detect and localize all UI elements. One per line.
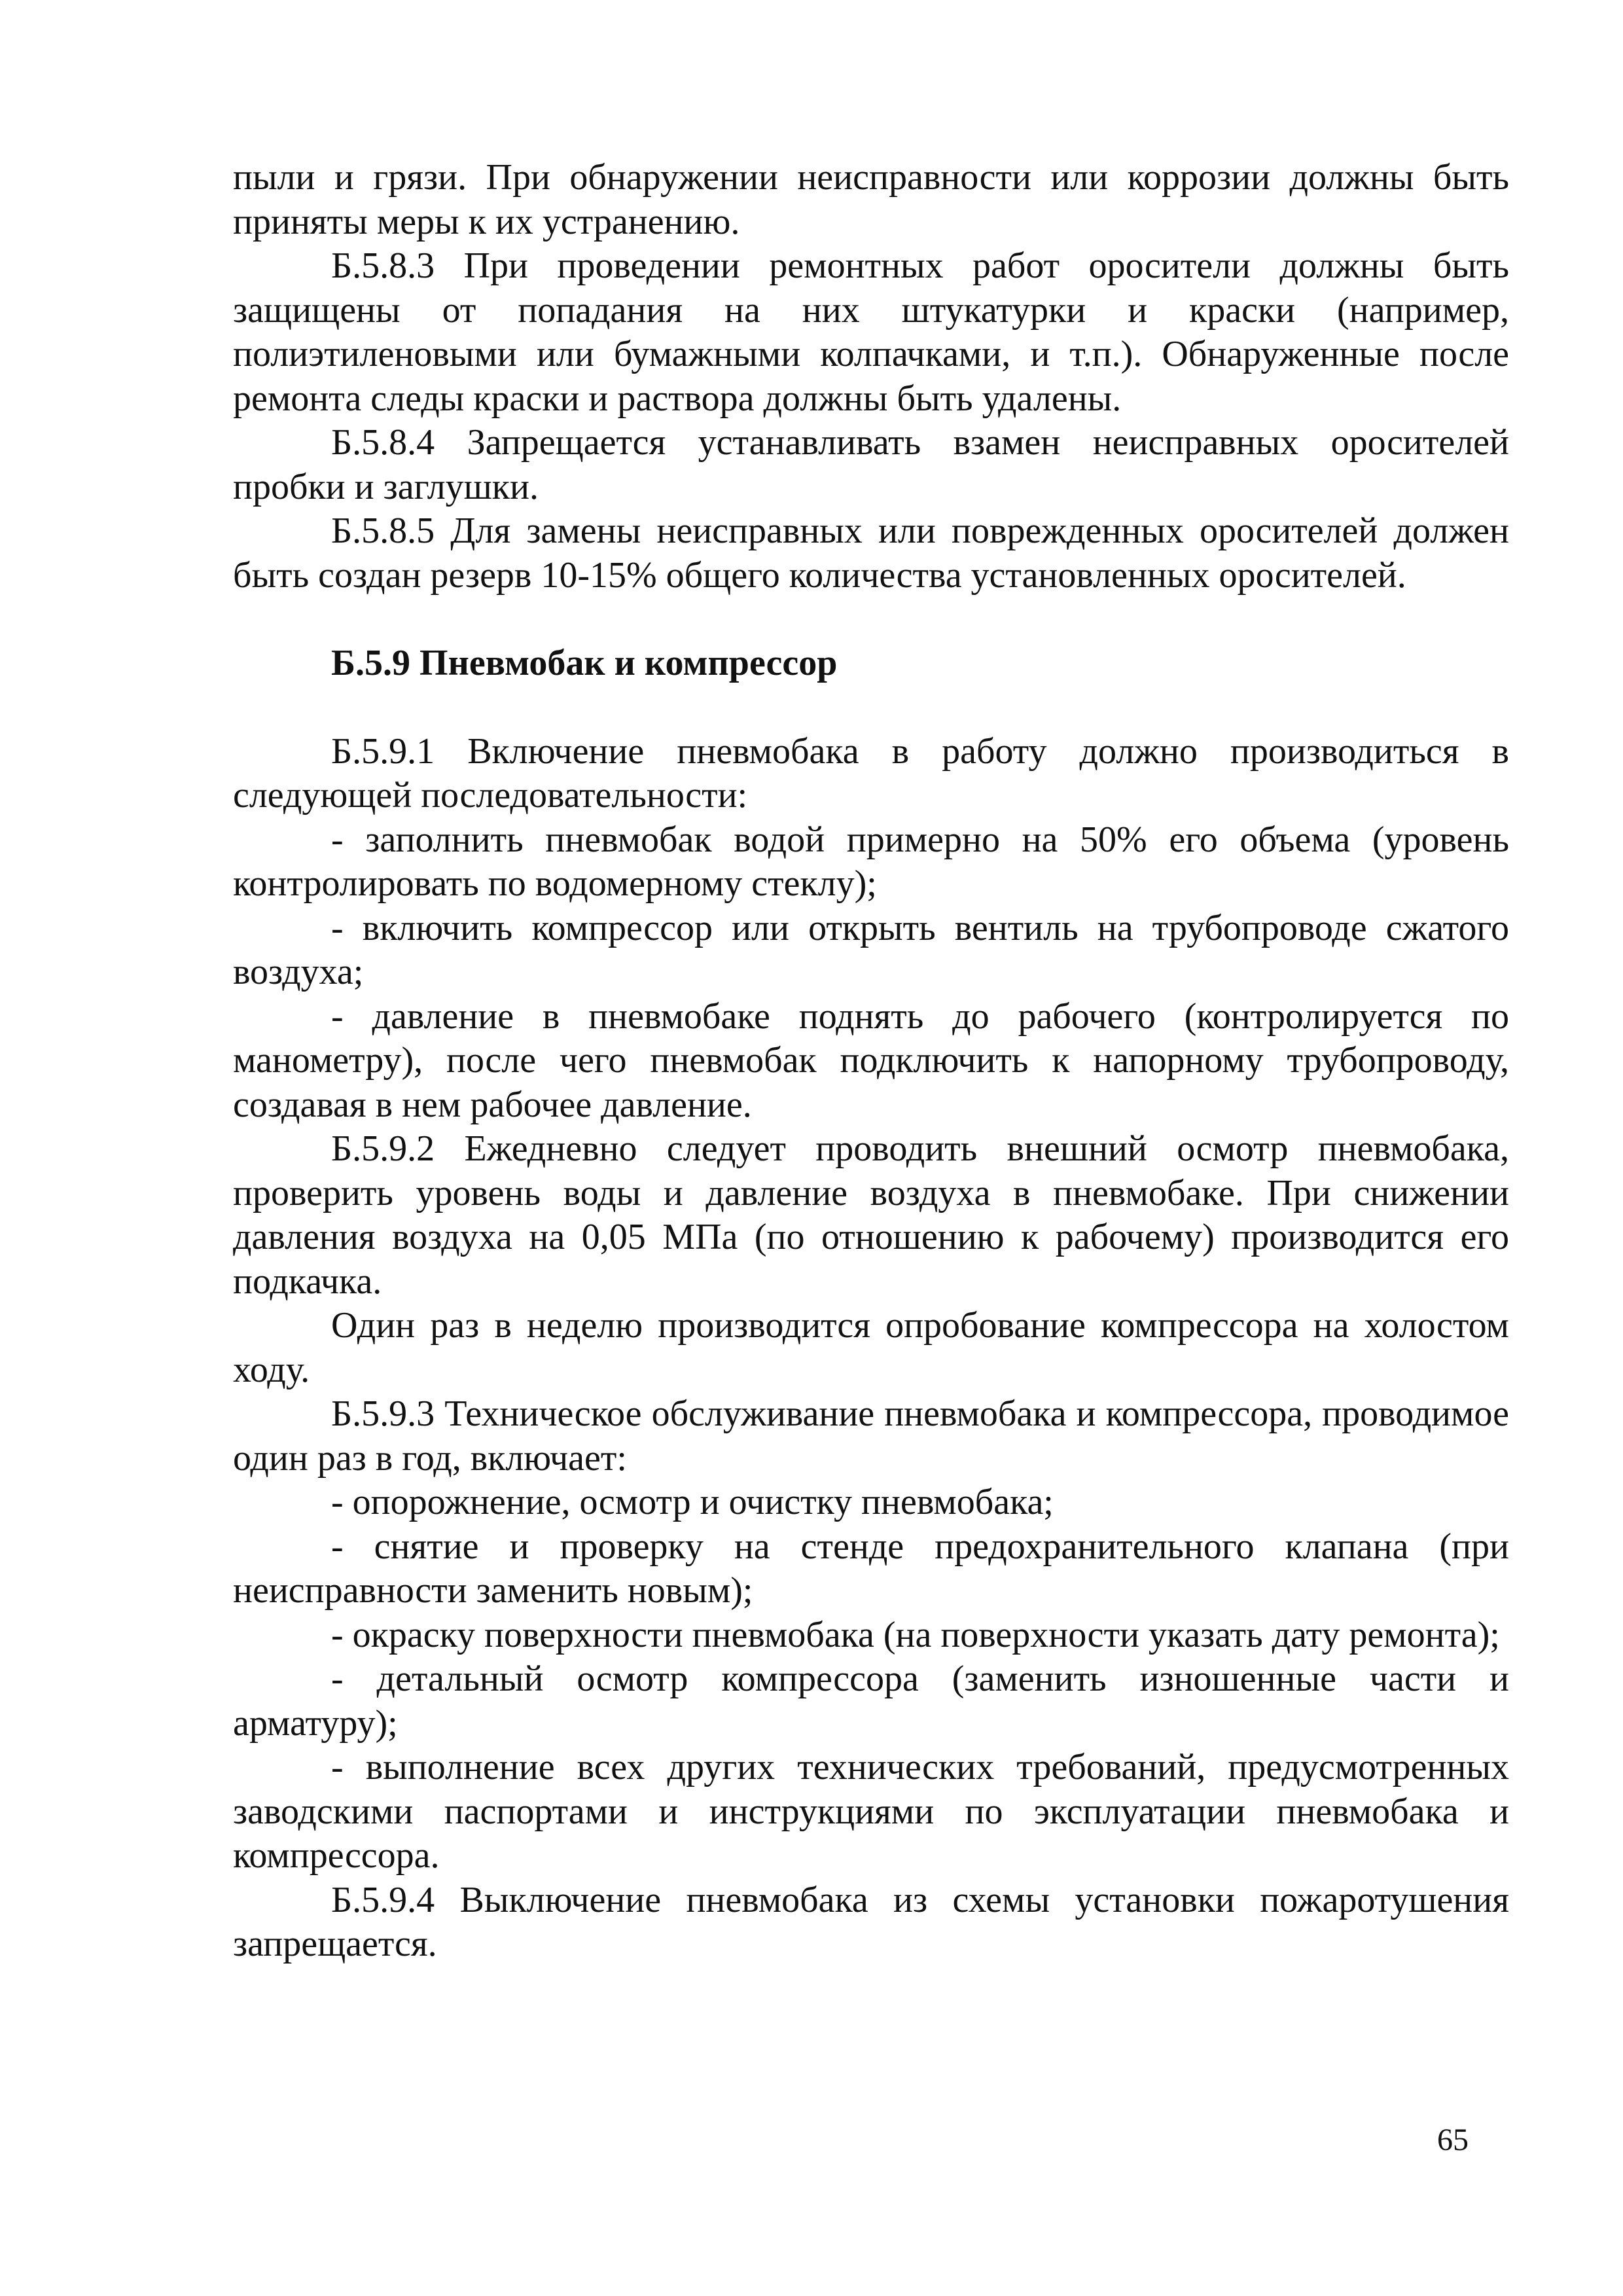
page-number: 65 [1437,2123,1469,2157]
paragraph-b-5-8-5: Б.5.8.5 Для замены неисправных или поврежденных оросителей должен быть создан резерв 10-15% общего количества установленных оросителей. [233,511,1509,596]
spacer [233,598,1509,641]
list-item-safety-valve: - снятие и проверку на стенде предохранительного клапана (при неисправности заменить новым); [233,1526,1509,1611]
paragraph-b-5-9-2: Б.5.9.2 Ежедневно следует проводить внешний осмотр пневмобака, проверить уровень воды и давление воздуха в пневмобаке. При снижении давления воздуха на 0,05 МПа (по отношению к рабочему) производится его подкачка. [233,1128,1509,1302]
list-item-raise-pressure: - давление в пневмобаке поднять до рабочего (контролируется по манометру), после чего пневмобак подключить к напорному трубопроводу, создавая в нем рабочее давление. [233,996,1509,1125]
section-heading: Б.5.9 Пневмобак и компрессор [331,643,838,683]
paragraph-b-5-9-1: Б.5.9.1 Включение пневмобака в работу должно производиться в следующей последовательности: [233,730,1509,816]
paragraph-b-5-9-3: Б.5.9.3 Техническое обслуживание пневмобака и компрессора, проводимое один раз в год, включает: [233,1393,1509,1479]
list-item-start-compressor: - включить компрессор или открыть вентиль на трубопроводе сжатого воздуха; [233,907,1509,992]
paragraph-b-5-8-4: Б.5.8.4 Запрещается устанавливать взамен неисправных оросителей пробки и заглушки. [233,422,1509,507]
list-item-other-requirements: - выполнение всех других технических требований, предусмотренных заводскими паспортами и инструкциями по эксплуатации пневмобака и компрессора. [233,1747,1509,1876]
paragraph-b-5-9-4: Б.5.9.4 Выключение пневмобака из схемы установки пожаротушения запрещается. [233,1879,1509,1964]
paragraph-b-5-8-3: Б.5.8.3 При проведении ремонтных работ оросители должны быть защищены от попадания на них штукатурки и краски (например, полиэтиленовыми или бумажными колпачками, и т.п.). Обнаруженные после ремонта следы краски и раствора должны быть удалены. [233,245,1509,419]
paragraph-weekly-test: Один раз в неделю производится опробование компрессора на холостом ходу. [233,1305,1509,1390]
paragraph-continuation: пыли и грязи. При обнаружении неисправности или коррозии должны быть приняты меры к их устранению. [233,157,1509,242]
list-item-compressor-inspection: - детальный осмотр компрессора (заменить изношенные части и арматуру); [233,1659,1509,1744]
page-body [233,156,1509,1967]
list-item-painting: - окраску поверхности пневмобака (на поверхности указать дату ремонта); [331,1614,1500,1655]
spacer [233,686,1509,730]
list-item-drain: - опорожнение, осмотр и очистку пневмобака; [331,1482,1054,1522]
list-item-fill-tank: - заполнить пневмобак водой примерно на 50% его объема (уровень контролировать по водомерному стеклу); [233,819,1509,904]
